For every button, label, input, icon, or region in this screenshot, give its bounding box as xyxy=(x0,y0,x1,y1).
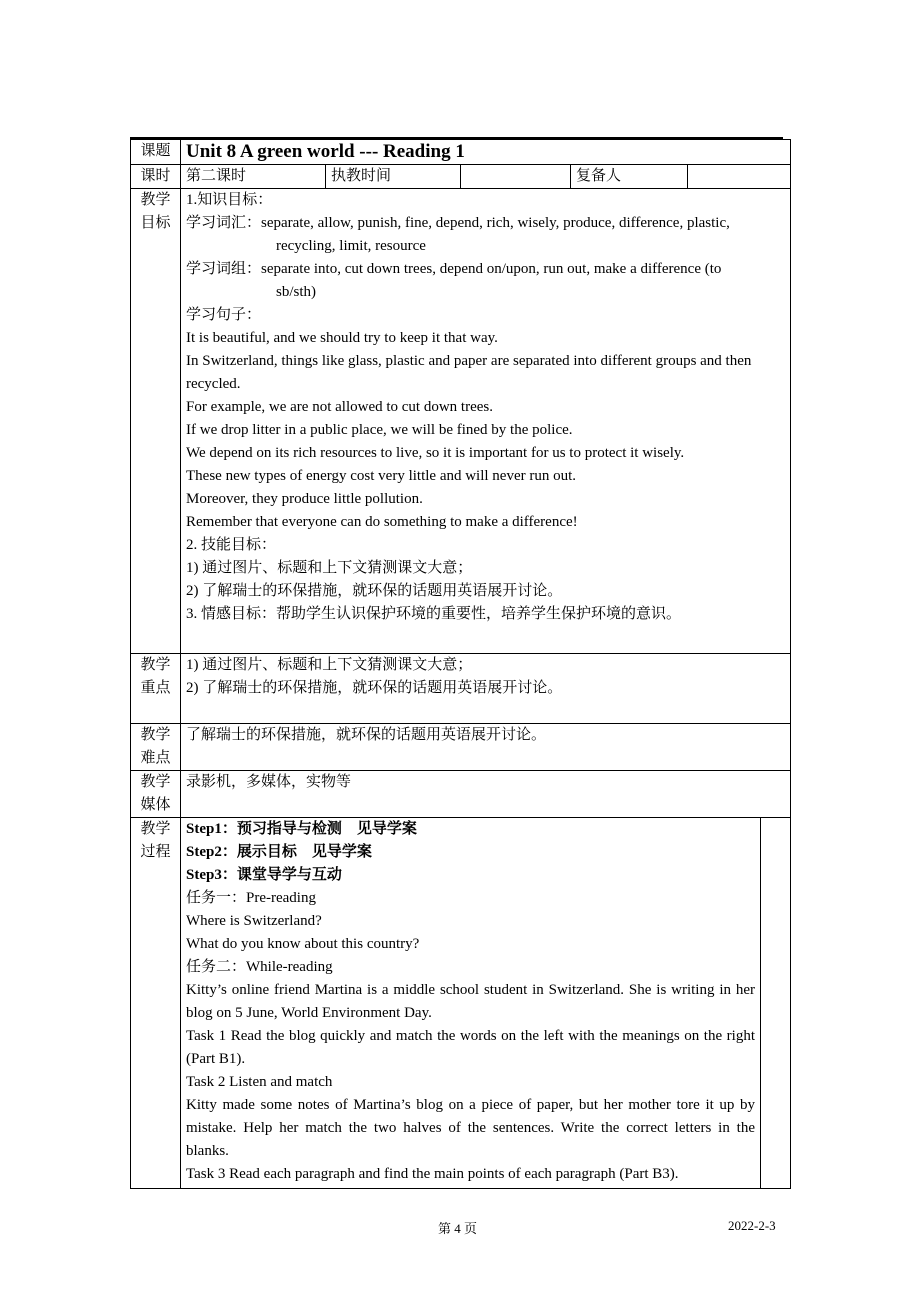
step-3: Step3：课堂导学与互动 xyxy=(186,867,342,883)
topic-label: 课题 xyxy=(131,140,181,165)
knowledge-heading: 1.知识目标： xyxy=(186,192,273,208)
process-line: Task 3 Read each paragraph and find the main points of each paragraph (Part B3). xyxy=(186,1166,679,1182)
objectives-content xyxy=(181,189,791,654)
key-point-item: 1) 通过图片、标题和上下文猜测课文大意； xyxy=(186,657,473,673)
skills-heading: 2. 技能目标： xyxy=(186,537,277,553)
process-side-cell xyxy=(761,818,791,1189)
process-line: Kitty made some notes of Martina’s blog on a piece of paper, but her mother tore it up by mistake. Help her match the two halves of the sentences. Write the correct letters in the blanks. xyxy=(186,1097,755,1159)
process-label: 教学 过程 xyxy=(131,818,181,1189)
skill-item: 1) 通过图片、标题和上下文猜测课文大意； xyxy=(186,560,473,576)
sentence-item: For example, we are not allowed to cut down trees. xyxy=(186,399,493,415)
vocab-continued: recycling, limit, resource xyxy=(276,238,426,254)
teaching-time-label: 执教时间 xyxy=(326,165,461,189)
difficulties-label: 教学 难点 xyxy=(131,724,181,771)
sentence-item: In Switzerland, things like glass, plastic and paper are separated into different groups and then recycled. xyxy=(186,353,752,392)
reviewer-label: 复备人 xyxy=(571,165,688,189)
process-line: Task 2 Listen and match xyxy=(186,1074,333,1090)
period-row xyxy=(131,165,791,189)
emotion-objective: 3. 情感目标：帮助学生认识保护环境的重要性，培养学生保护环境的意识。 xyxy=(186,606,682,622)
page-number: 第 4 页 xyxy=(438,1221,478,1236)
step-2: Step2：展示目标 见导学案 xyxy=(186,844,372,860)
footer-date: 2022-2-3 xyxy=(728,1218,776,1233)
period-value: 第二课时 xyxy=(181,165,326,189)
topic-row xyxy=(131,140,791,165)
media-label: 教学 媒体 xyxy=(131,771,181,818)
process-line: Kitty’s online friend Martina is a middle school student in Switzerland. She is writing in her blog on 5 June, World Environment Day. xyxy=(186,982,755,1021)
process-line: Where is Switzerland? xyxy=(186,913,322,929)
process-content xyxy=(181,818,761,1189)
objectives-label: 教学 目标 xyxy=(131,189,181,654)
process-line: Task 1 Read the blog quickly and match the words on the left with the meanings on the right (Part B1). xyxy=(186,1028,755,1067)
sentence-item: Remember that everyone can do something to make a difference! xyxy=(186,514,578,530)
media-row xyxy=(131,771,791,818)
key-point-item: 2) 了解瑞士的环保措施，就环保的话题用英语展开讨论。 xyxy=(186,680,563,696)
sentence-item: We depend on its rich resources to live, so it is important for us to protect it wisely. xyxy=(186,445,685,461)
process-line: What do you know about this country? xyxy=(186,936,420,952)
skill-item: 2) 了解瑞士的环保措施，就环保的话题用英语展开讨论。 xyxy=(186,583,563,599)
reviewer-value xyxy=(688,165,791,189)
process-line: 任务二：While-reading xyxy=(186,959,333,975)
difficulties-row xyxy=(131,724,791,771)
sentence-item: It is beautiful, and we should try to keep it that way. xyxy=(186,330,498,346)
objectives-row xyxy=(131,189,791,654)
period-label: 课时 xyxy=(131,165,181,189)
difficulties-content: 了解瑞士的环保措施，就环保的话题用英语展开讨论。 xyxy=(181,724,791,771)
topic-title: Unit 8 A green world --- Reading 1 xyxy=(181,140,791,165)
vocab-line: 学习词汇：separate, allow, punish, fine, depend, rich, wisely, produce, difference, plastic, xyxy=(186,215,730,231)
teaching-time-value xyxy=(461,165,571,189)
phrases-continued: sb/sth) xyxy=(276,284,317,300)
lesson-plan-table xyxy=(130,139,791,1189)
sentences-heading: 学习句子： xyxy=(186,307,262,323)
media-content: 录影机，多媒体，实物等 xyxy=(181,771,791,818)
process-row xyxy=(131,818,791,1189)
key-points-content xyxy=(181,654,791,724)
key-points-label: 教学 重点 xyxy=(131,654,181,724)
sentence-item: These new types of energy cost very little and will never run out. xyxy=(186,468,577,484)
phrases-line: 学习词组：separate into, cut down trees, depend on/upon, run out, make a difference (to xyxy=(186,261,722,277)
sentence-item: Moreover, they produce little pollution. xyxy=(186,491,423,507)
process-line: 任务一：Pre-reading xyxy=(186,890,316,906)
sentence-item: If we drop litter in a public place, we will be fined by the police. xyxy=(186,422,573,438)
step-1: Step1：预习指导与检测 见导学案 xyxy=(186,821,417,837)
key-points-row xyxy=(131,654,791,724)
